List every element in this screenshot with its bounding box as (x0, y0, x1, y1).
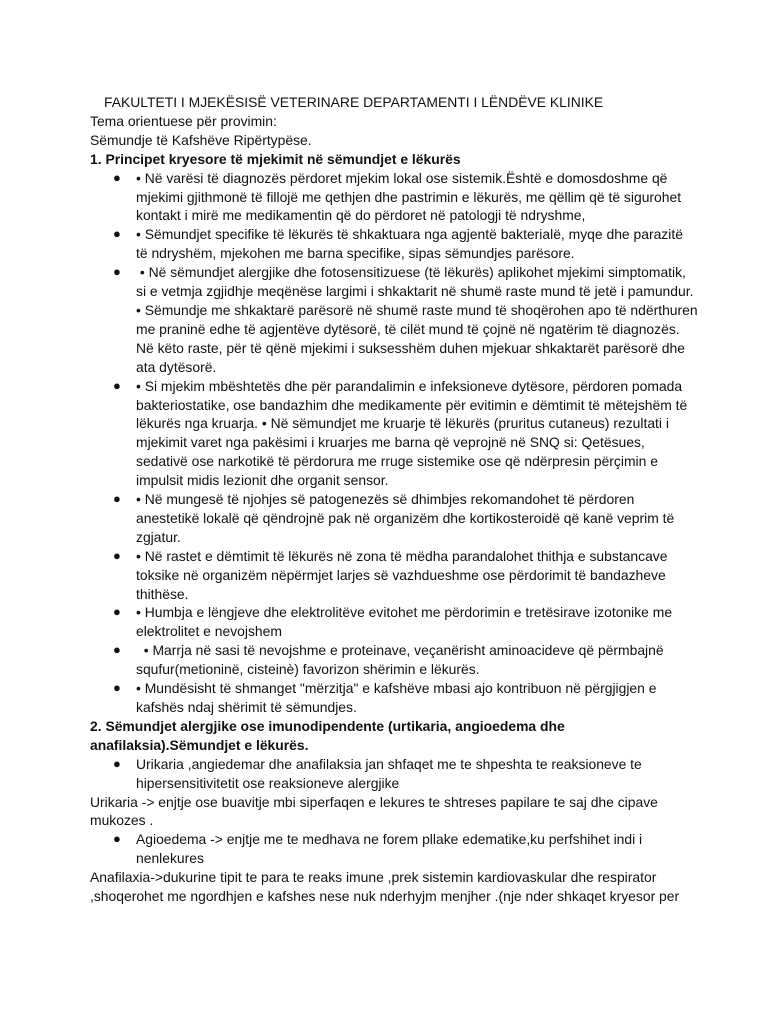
list-item (90, 225, 698, 263)
list-item-text: • Sëmundjet specifike të lëkurës të shkaktuara nga agjentë bakterialë, myqe dhe parazitë të ndryshëm, mjekohen me barna specifike, sipas sëmundjes parësore. (136, 226, 683, 262)
list-item (90, 377, 698, 490)
bullet-icon: ● (113, 831, 121, 847)
list-item-text: Agioedema -> enjtje me te medhava ne forem pllake edematike,ku perfshihet indi i nenlekures (136, 831, 643, 867)
list-item-text: • Në mungesë të njohjes së patogenezës së dhimbjes rekomandohet të përdoren anestetikë lokalë që qëndrojnë pak në organizëm dhe kortikosteroidë që kanë veprim të zgjatur. (136, 491, 675, 545)
bullet-icon: ● (113, 264, 121, 280)
list-item-text: • Humbja e lëngjeve dhe elektrolitëve evitohet me përdorimin e tretësirave izotonike me elektrolitet e nevojshem (136, 604, 673, 640)
urticaria-paragraph: Urikaria -> enjtje ose buavitje mbi siperfaqen e lekures te shtreses papilare te saj dhe cipave mukozes . (90, 793, 658, 829)
list-item (90, 830, 698, 868)
list-item (90, 755, 698, 793)
list-item (90, 603, 698, 641)
list-item (90, 679, 698, 717)
list-item-text: • Në rastet e dëmtimit të lëkurës në zona të mëdha parandalohet thithja e substancave toksike në organizëm nëpërmjet larjes së vazhdueshme ose përdorimit të bandazheve thithëse. (136, 547, 668, 602)
bullet-icon: ● (113, 547, 121, 563)
bullet-icon: ● (113, 604, 121, 620)
list-item (90, 641, 698, 679)
section-1-list (90, 169, 702, 717)
section-2-list-a (90, 755, 698, 793)
list-item-text: • Si mjekim mbështetës dhe për parandalimin e infeksioneve dytësore, përdoren pomada bakteriostatike, ose bandazhim dhe medikamente për evitimin e dëmtimit të mëtejshëm të lëkurës nga kruarja. • Në sëmundjet me kruarje të lëkurës (pruritus cutaneus) rezultati i mjekimit varet nga pakësimi i kruarjes me barna që veprojnë në SNQ si: Qetësues, sedativë ose narkotikë të përdorura me rruge sistemike ose që ndërpresin përçimin e impulsit midis lezionit dhe organit sensor. (136, 377, 688, 489)
exam-topic-intro: Tema orientuese për provimin: (90, 112, 277, 129)
list-item (90, 547, 698, 604)
course-title: Sëmundje të Kafshëve Ripërtypëse. (90, 131, 312, 148)
list-item-text: • Në varësi të diagnozës përdoret mjekim lokal ose sistemik.Është e domosdoshme që mjekimi gjithmonë të fillojë me qethjen dhe pastrimin e lëkurës, me qëllim që të sigurohet kontakt i mirë me medikamentin që do përdoret në patologji të ndryshme, (136, 169, 682, 224)
list-item (90, 490, 698, 547)
list-item (90, 263, 702, 376)
section-1-heading: 1. Principet kryesore të mjekimit në sëmundjet e lëkurës (90, 150, 461, 167)
bullet-icon: ● (113, 491, 121, 507)
list-item-text: • Mundësisht të shmanget "mërzitja" e kafshëve mbasi ajo kontribuon në përgjigjen e kafshës ndaj shërimit të sëmundjes. (136, 680, 657, 715)
section-2-heading: 2. Sëmundjet alergjike ose imunodipendente (urtikaria, angioedema dhe anafilaksia).Sëmundjet e lëkurës. (90, 717, 565, 753)
bullet-icon: ● (113, 226, 121, 242)
list-item (90, 169, 698, 226)
bullet-icon: ● (113, 680, 121, 696)
bullet-icon: ● (113, 755, 121, 771)
bullet-icon: ● (113, 377, 121, 393)
anaphylaxis-paragraph: Anafilaxia->dukurine tipit te para te reaks imune ,prek sistemin kardiovaskular dhe respirator ,shoqerohet me ngordhjen e kafshes nese nuk nderhyjm menjher .(nje nder shkaqet kryesor per (90, 869, 680, 905)
section-2-list-b (90, 830, 698, 868)
bullet-icon: ● (113, 169, 121, 185)
faculty-header: FAKULTETI I MJEKËSISË VETERINARE DEPARTAMENTI I LËNDËVE KLINIKE (104, 94, 604, 110)
list-item-text: • Në sëmundjet alergjike dhe fotosensitizuese (të lëkurës) aplikohet mjekimi simptomatik, si e vetmja zgjidhje meqënëse largimi i shkaktarit në shumë raste mund të jetë i pamundur. • Sëmundje me shkaktarë parësorë në shumë raste mund të shoqërohen apo të ndërthuren me praninë edhe të agjentëve dytësorë, të cilët mund të çojnë në ngatërim të diagnozës. Në këto raste, për të qënë mjekimi i suksesshëm duhen mjekuar shkaktarët parësorë dhe ata dytësorë. (136, 264, 702, 375)
bullet-icon: ● (113, 642, 121, 658)
list-item-text: • Marrja në sasi të nevojshme e proteinave, veçanërisht aminoacideve që përmbajnë squfur(metioninë, cisteinè) favorizon shërimin e lëkurës. (136, 642, 668, 678)
list-item-text: Urikaria ,angiedemar dhe anafilaksia jan shfaqet me te shpeshta te reaksioneve te hipersensitivitetit ose reaksioneve alergjike (136, 755, 642, 791)
